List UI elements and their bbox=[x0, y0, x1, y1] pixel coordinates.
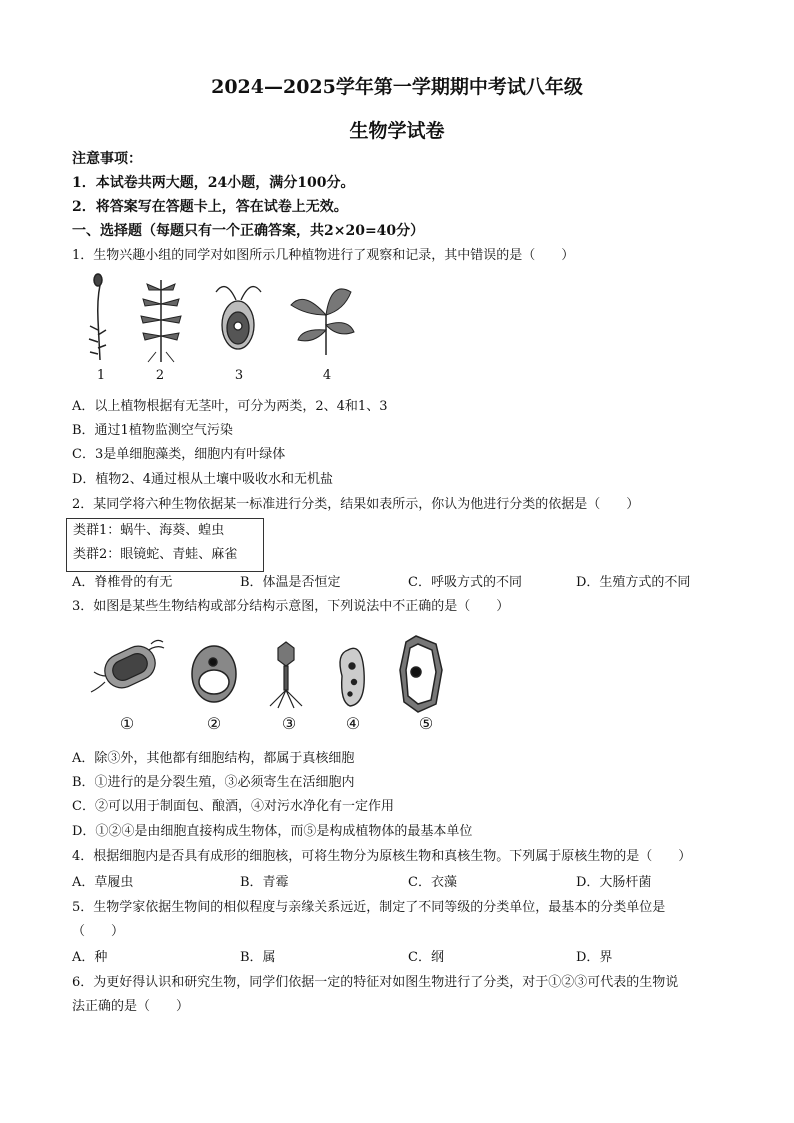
plant-cell-icon bbox=[400, 636, 442, 712]
q3-stem: 3．如图是某些生物结构或部分结构示意图，下列说法中不正确的是（ ） bbox=[72, 599, 510, 614]
q2-table-row-2: 类群2：眼镜蛇、青蛙、麻雀 bbox=[73, 547, 238, 562]
q3-fig-label-1: ① bbox=[119, 714, 135, 733]
q5-option-d: D．界 bbox=[576, 950, 613, 965]
q4-option-b: B．青霉 bbox=[240, 875, 289, 890]
q1-fig-label-2: 2 bbox=[155, 368, 165, 383]
q2-table-row-1: 类群1：蜗牛、海葵、蝗虫 bbox=[73, 523, 225, 538]
yeast-cell-icon bbox=[192, 646, 236, 702]
q3-option-d: D．①②④是由细胞直接构成生物体，而⑤是构成植物体的最基本单位 bbox=[72, 824, 473, 839]
q1-option-a: A．以上植物根据有无茎叶，可分为两类，2、4和1、3 bbox=[72, 399, 388, 414]
q6-stem: 6．为更好得认识和研究生物，同学们依据一定的特征对如图生物进行了分类，对于①②③可代表的生物说 bbox=[72, 975, 679, 990]
moss-plant-icon bbox=[89, 274, 106, 360]
note-item-2: 2．将答案写在答题卡上，答在试卷上无效。 bbox=[72, 199, 348, 215]
q2-option-c: C．呼吸方式的不同 bbox=[408, 575, 522, 590]
fern-plant-icon bbox=[141, 280, 181, 362]
q5-stem-continued: （ ） bbox=[72, 924, 125, 939]
q2-stem: 2．某同学将六种生物依据某一标准进行分类，结果如表所示，你认为他进行分类的依据是（ ） bbox=[72, 497, 640, 512]
q1-fig-label-3: 3 bbox=[234, 368, 244, 383]
q3-option-b: B．①进行的是分裂生殖，③必须寄生在活细胞内 bbox=[72, 775, 355, 790]
q1-plants-figure bbox=[76, 270, 366, 365]
exam-subtitle: 生物学试卷 bbox=[349, 120, 445, 142]
q3-fig-label-2: ② bbox=[206, 714, 222, 733]
q3-option-a: A．除③外，其他都有细胞结构，都属于真核细胞 bbox=[72, 751, 355, 766]
q5-option-b: B．属 bbox=[240, 950, 276, 965]
q2-option-b: B．体温是否恒定 bbox=[240, 575, 341, 590]
q3-fig-label-5: ⑤ bbox=[418, 714, 434, 733]
q5-option-c: C．纲 bbox=[408, 950, 444, 965]
ginkgo-plant-icon bbox=[291, 289, 354, 355]
q3-fig-label-3: ③ bbox=[281, 714, 297, 733]
q4-stem: 4．根据细胞内是否具有成形的细胞核，可将生物分为原核生物和真核生物。下列属于原核生物的是（ ） bbox=[72, 849, 692, 864]
q2-classification-table bbox=[66, 518, 264, 572]
q3-fig-label-4: ④ bbox=[345, 714, 361, 733]
q3-organisms-figure bbox=[86, 632, 466, 714]
note-item-1: 1．本试卷共两大题，24小题，满分100分。 bbox=[72, 175, 355, 191]
q3-option-c: C．②可以用于制面包、酿酒，④对污水净化有一定作用 bbox=[72, 799, 394, 814]
q5-stem: 5．生物学家依据生物间的相似程度与亲缘关系远近，制定了不同等级的分类单位，最基本的分类单位是 bbox=[72, 900, 666, 915]
paramecium-icon bbox=[340, 648, 364, 706]
q1-stem: 1．生物兴趣小组的同学对如图所示几种植物进行了观察和记录，其中错误的是（ ） bbox=[72, 248, 575, 263]
q1-option-b: B．通过1植物监测空气污染 bbox=[72, 423, 233, 438]
bacterium-icon bbox=[91, 640, 164, 693]
q1-option-c: C．3是单细胞藻类，细胞内有叶绿体 bbox=[72, 447, 286, 462]
section-heading: 一、选择题（每题只有一个正确答案，共2×20=40分） bbox=[72, 223, 425, 239]
q4-option-d: D．大肠杆菌 bbox=[576, 875, 652, 890]
chlamydomonas-cell-icon bbox=[216, 287, 261, 349]
q1-fig-label-4: 4 bbox=[322, 368, 332, 383]
q4-option-c: C．衣藻 bbox=[408, 875, 457, 890]
q4-option-a: A．草履虫 bbox=[72, 875, 134, 890]
virus-icon bbox=[270, 642, 302, 708]
exam-title: 2024—2025学年第一学期期中考试八年级 bbox=[211, 76, 583, 98]
q1-option-d: D．植物2、4通过根从土壤中吸收水和无机盐 bbox=[72, 472, 333, 487]
notes-heading: 注意事项： bbox=[72, 151, 142, 167]
q6-stem-continued: 法正确的是（ ） bbox=[72, 999, 190, 1014]
q2-option-d: D．生殖方式的不同 bbox=[576, 575, 691, 590]
q5-option-a: A．种 bbox=[72, 950, 108, 965]
q2-option-a: A．脊椎骨的有无 bbox=[72, 575, 173, 590]
q1-fig-label-1: 1 bbox=[96, 368, 106, 383]
